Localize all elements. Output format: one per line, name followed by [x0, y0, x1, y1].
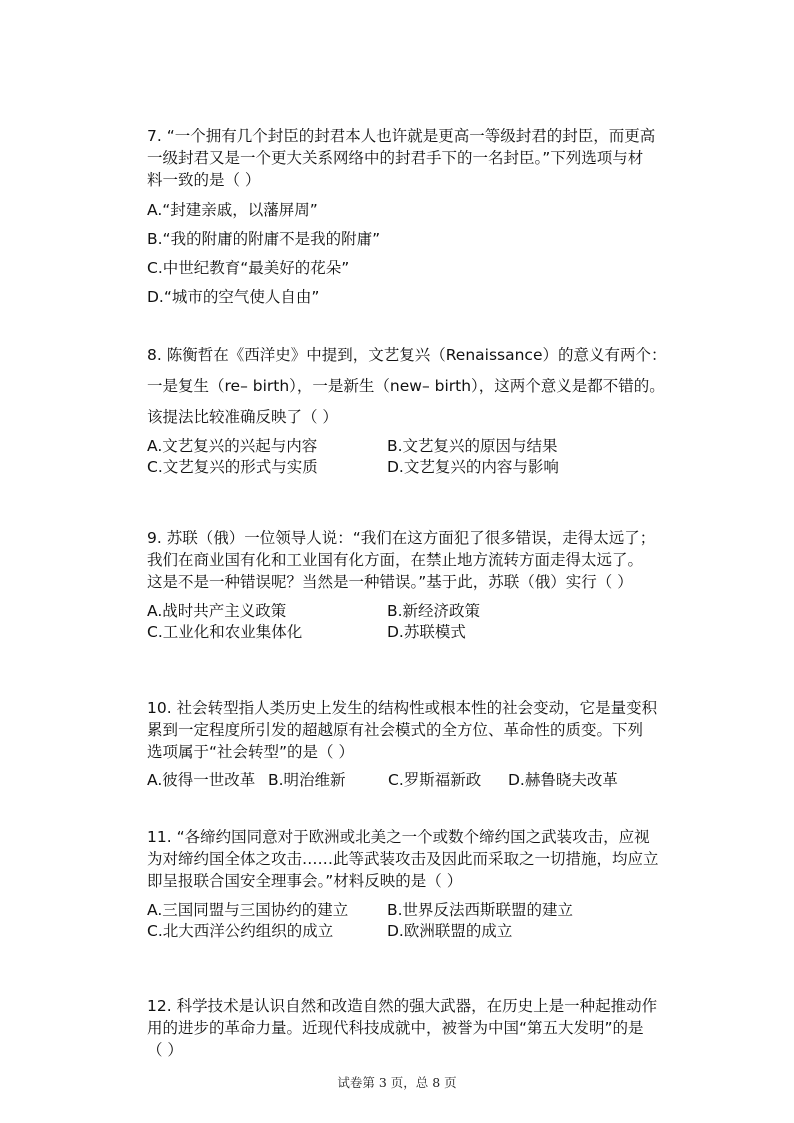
page-footer: 试卷第 3 页，总 8 页 — [337, 1075, 457, 1090]
stem-line: 料一致的是（ ） — [147, 171, 261, 189]
option-d[interactable]: D.文艺复兴的内容与影响 — [387, 458, 559, 476]
stem-line: 该提法比较准确反映了（ ） — [147, 408, 338, 426]
option-d[interactable]: D.赫鲁晓夫改革 — [508, 771, 618, 789]
option-d[interactable]: D.“城市的空气使人自由” — [147, 288, 320, 306]
question-10 — [147, 697, 677, 791]
question-9 — [147, 527, 677, 642]
stem-line: 这是不是一种错误呢？当然是一种错误。”基于此，苏联（俄）实行（ ） — [147, 573, 633, 591]
question-12 — [147, 995, 677, 1061]
stem-line: 选项属于“社会转型”的是（ ） — [147, 743, 354, 761]
option-c[interactable]: C.文艺复兴的形式与实质 — [147, 458, 318, 476]
stem-line: 累到一定程度所引发的超越原有社会模式的全方位、革命性的质变。下列 — [147, 721, 644, 739]
option-b[interactable]: B.文艺复兴的原因与结果 — [387, 437, 558, 455]
option-b[interactable]: B.世界反法西斯联盟的建立 — [387, 901, 574, 919]
stem-line: 11. “各缔约国同意对于欧洲或北美之一个或数个缔约国之武装攻击，应视 — [147, 828, 650, 846]
stem-line: 7. “一个拥有几个封臣的封君本人也许就是更高一等级封君的封臣，而更高 — [147, 127, 656, 145]
stem-line: 9. 苏联（俄）一位领导人说：“我们在这方面犯了很多错误，走得太远了； — [147, 529, 656, 547]
options-row — [147, 920, 677, 941]
option-a[interactable]: A.文艺复兴的兴起与内容 — [147, 437, 318, 455]
options-row — [147, 600, 677, 621]
stem-line: 一是复生（re– birth），一是新生（new– birth），这两个意义是都不错的。 — [147, 377, 665, 395]
option-c[interactable]: C.罗斯福新政 — [388, 771, 482, 789]
options-row — [147, 456, 677, 477]
options-row — [147, 621, 677, 642]
stem-line: （ ） — [147, 1041, 183, 1059]
option-c[interactable]: C.工业化和农业集体化 — [147, 623, 303, 641]
question-7 — [147, 125, 677, 308]
question-stem — [147, 125, 677, 191]
option-d[interactable]: D.欧洲联盟的成立 — [387, 922, 513, 940]
stem-line: 一级封君又是一个更大关系网络中的封君手下的一名封臣。”下列选项与材 — [147, 149, 644, 167]
option-b[interactable]: B.新经济政策 — [387, 602, 481, 620]
question-stem — [147, 527, 677, 593]
option-a[interactable]: A.三国同盟与三国协约的建立 — [147, 901, 349, 919]
stem-line: 8. 陈衡哲在《西洋史》中提到，文艺复兴（Renaissance）的意义有两个： — [147, 346, 667, 364]
question-11 — [147, 826, 677, 941]
option-a[interactable]: A.彼得一世改革 — [147, 771, 256, 789]
stem-line: 12. 科学技术是认识自然和改造自然的强大武器，在历史上是一种起推动作 — [147, 997, 658, 1015]
question-stem — [147, 826, 677, 892]
options-row — [147, 899, 677, 920]
option-b[interactable]: B.“我的附庸的附庸不是我的附庸” — [147, 230, 381, 248]
question-8 — [147, 340, 677, 477]
option-b[interactable]: B.明治维新 — [268, 771, 346, 789]
question-stem — [147, 340, 677, 433]
stem-line: 用的进步的革命力量。近现代科技成就中，被誉为中国“第五大发明”的是 — [147, 1019, 644, 1037]
options-row — [147, 435, 677, 456]
question-stem — [147, 995, 677, 1061]
stem-line: 为对缔约国全体之攻击……此等武装攻击及因此而采取之一切措施，均应立 — [147, 850, 659, 868]
option-c[interactable]: C.北大西洋公约组织的成立 — [147, 922, 334, 940]
option-a[interactable]: A.“封建亲戚，以藩屏周” — [147, 201, 318, 219]
stem-line: 我们在商业国有化和工业国有化方面，在禁止地方流转方面走得太远了。 — [147, 551, 644, 569]
stem-line: 即呈报联合国安全理事会。”材料反映的是（ ） — [147, 872, 463, 890]
option-c[interactable]: C.中世纪教育“最美好的花朵” — [147, 259, 350, 277]
stem-line: 10. 社会转型指人类历史上发生的结构性或根本性的社会变动，它是量变积 — [147, 699, 658, 717]
question-stem — [147, 697, 677, 763]
options-row — [147, 769, 677, 791]
option-a[interactable]: A.战时共产主义政策 — [147, 602, 287, 620]
option-d[interactable]: D.苏联模式 — [387, 623, 466, 641]
